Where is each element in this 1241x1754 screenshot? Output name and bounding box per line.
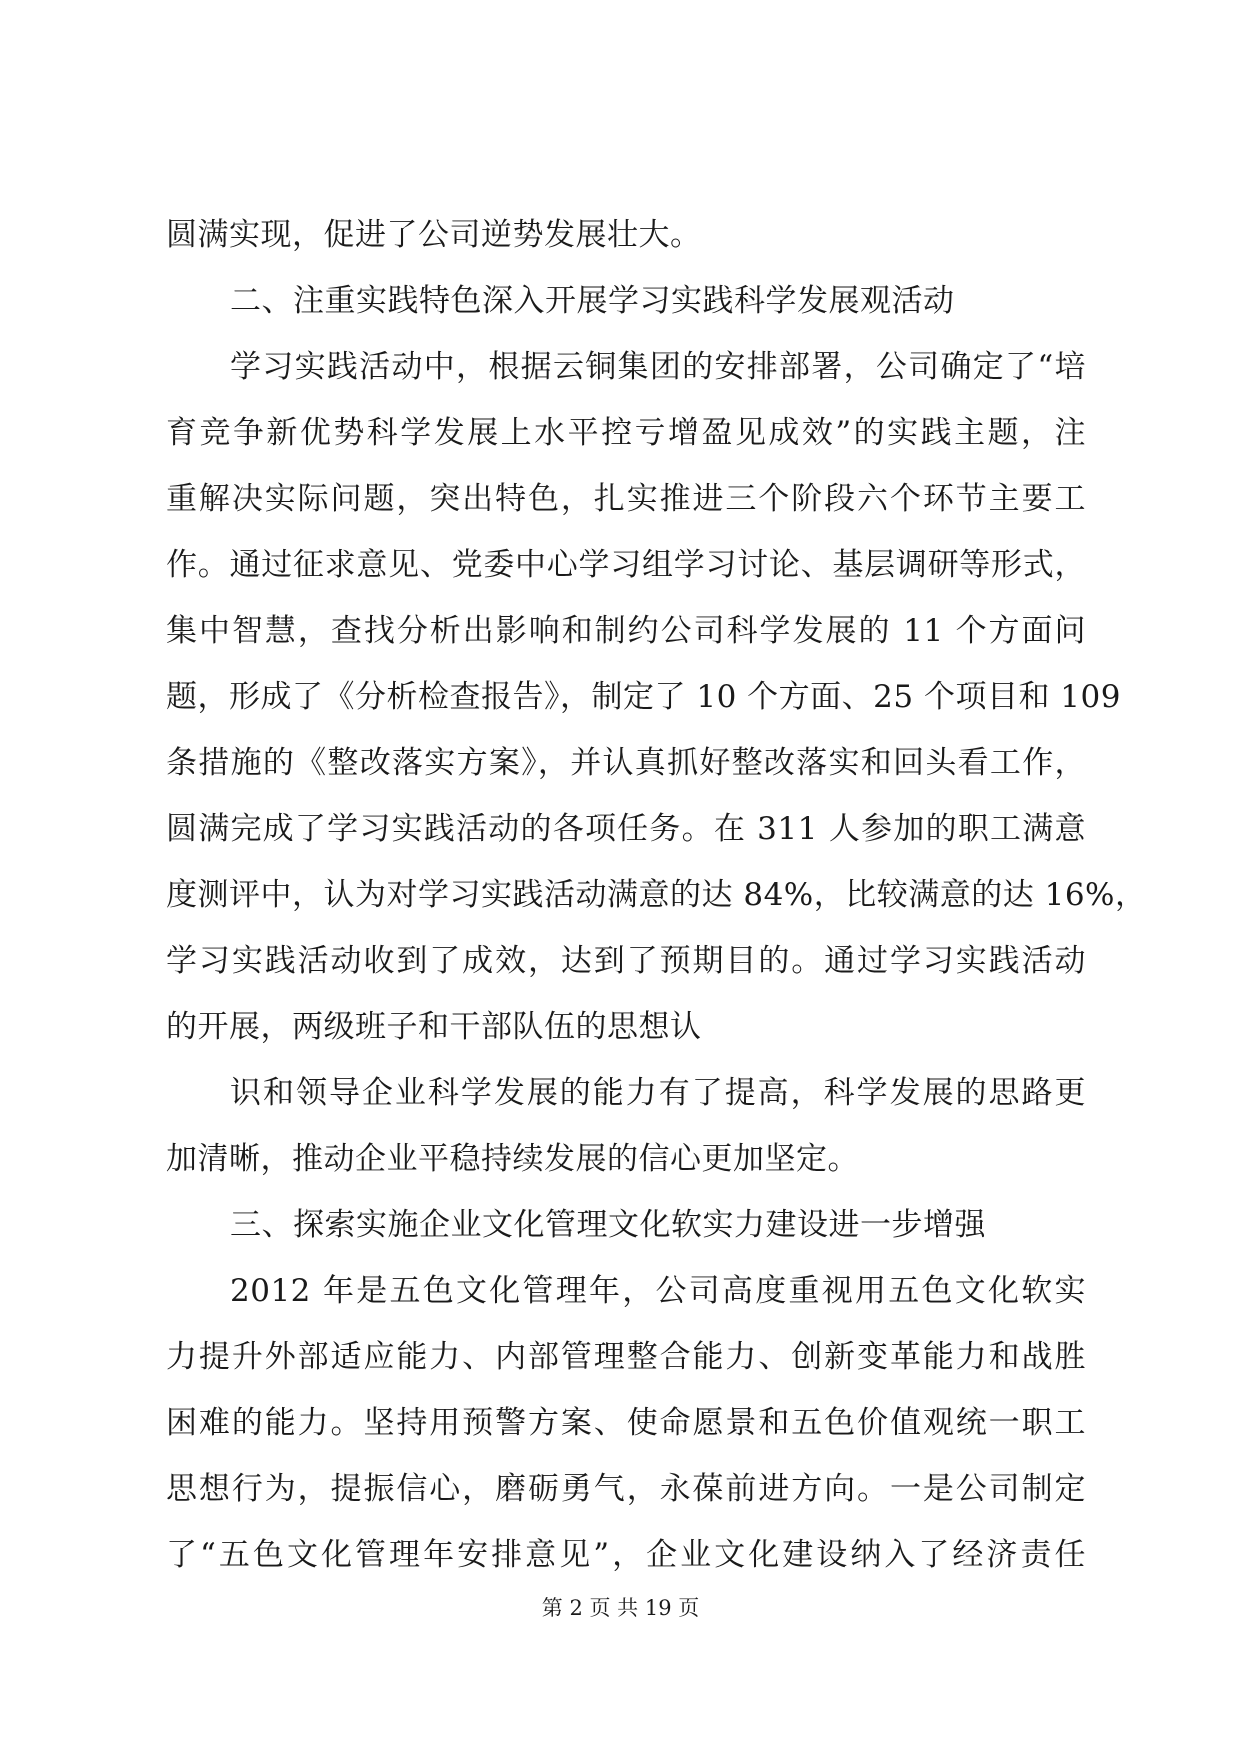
text-line-11: 度测评中，认为对学习实践活动满意的达 84%，比较满意的达 16%，	[166, 877, 1147, 913]
page-number-footer: 第 2 页 共 19 页	[541, 1596, 700, 1620]
section-heading-3: 三、探索实施企业文化管理文化软实力建设进一步增强	[230, 1207, 986, 1243]
text-line-12: 学习实践活动收到了成效，达到了预期目的。通过学习实践活动	[166, 943, 1086, 979]
text-line-15: 加清晰，推动企业平稳持续发展的信心更加坚定。	[166, 1141, 859, 1177]
text-line-4: 育竞争新优势科学发展上水平控亏增盈见成效”的实践主题，注	[166, 415, 1086, 451]
text-line-1: 圆满实现，促进了公司逆势发展壮大。	[166, 217, 702, 253]
text-line-13: 的开展，两级班子和干部队伍的思想认	[166, 1009, 702, 1045]
text-line-20: 思想行为，提振信心，磨砺勇气，永葆前进方向。一是公司制定	[166, 1471, 1086, 1507]
text-line-3: 学习实践活动中，根据云铜集团的安排部署，公司确定了“培	[230, 349, 1086, 385]
text-line-6: 作。通过征求意见、党委中心学习组学习讨论、基层调研等形式，	[166, 547, 1086, 583]
text-line-7: 集中智慧，查找分析出影响和制约公司科学发展的 11 个方面问	[166, 613, 1086, 649]
text-line-8: 题，形成了《分析检查报告》，制定了 10 个方面、25 个项目和 109	[166, 679, 1121, 715]
text-line-10: 圆满完成了学习实践活动的各项任务。在 311 人参加的职工满意	[166, 811, 1086, 847]
text-line-14: 识和领导企业科学发展的能力有了提高，科学发展的思路更	[230, 1075, 1086, 1111]
text-line-17: 2012 年是五色文化管理年，公司高度重视用五色文化软实	[230, 1273, 1086, 1309]
text-line-9: 条措施的《整改落实方案》，并认真抓好整改落实和回头看工作，	[166, 745, 1086, 781]
text-line-21: 了“五色文化管理年安排意见”，企业文化建设纳入了经济责任	[166, 1537, 1086, 1573]
section-heading-2: 二、注重实践特色深入开展学习实践科学发展观活动	[230, 283, 955, 319]
text-line-18: 力提升外部适应能力、内部管理整合能力、创新变革能力和战胜	[166, 1339, 1086, 1375]
text-line-5: 重解决实际问题，突出特色，扎实推进三个阶段六个环节主要工	[166, 481, 1086, 517]
text-line-19: 困难的能力。坚持用预警方案、使命愿景和五色价值观统一职工	[166, 1405, 1086, 1441]
